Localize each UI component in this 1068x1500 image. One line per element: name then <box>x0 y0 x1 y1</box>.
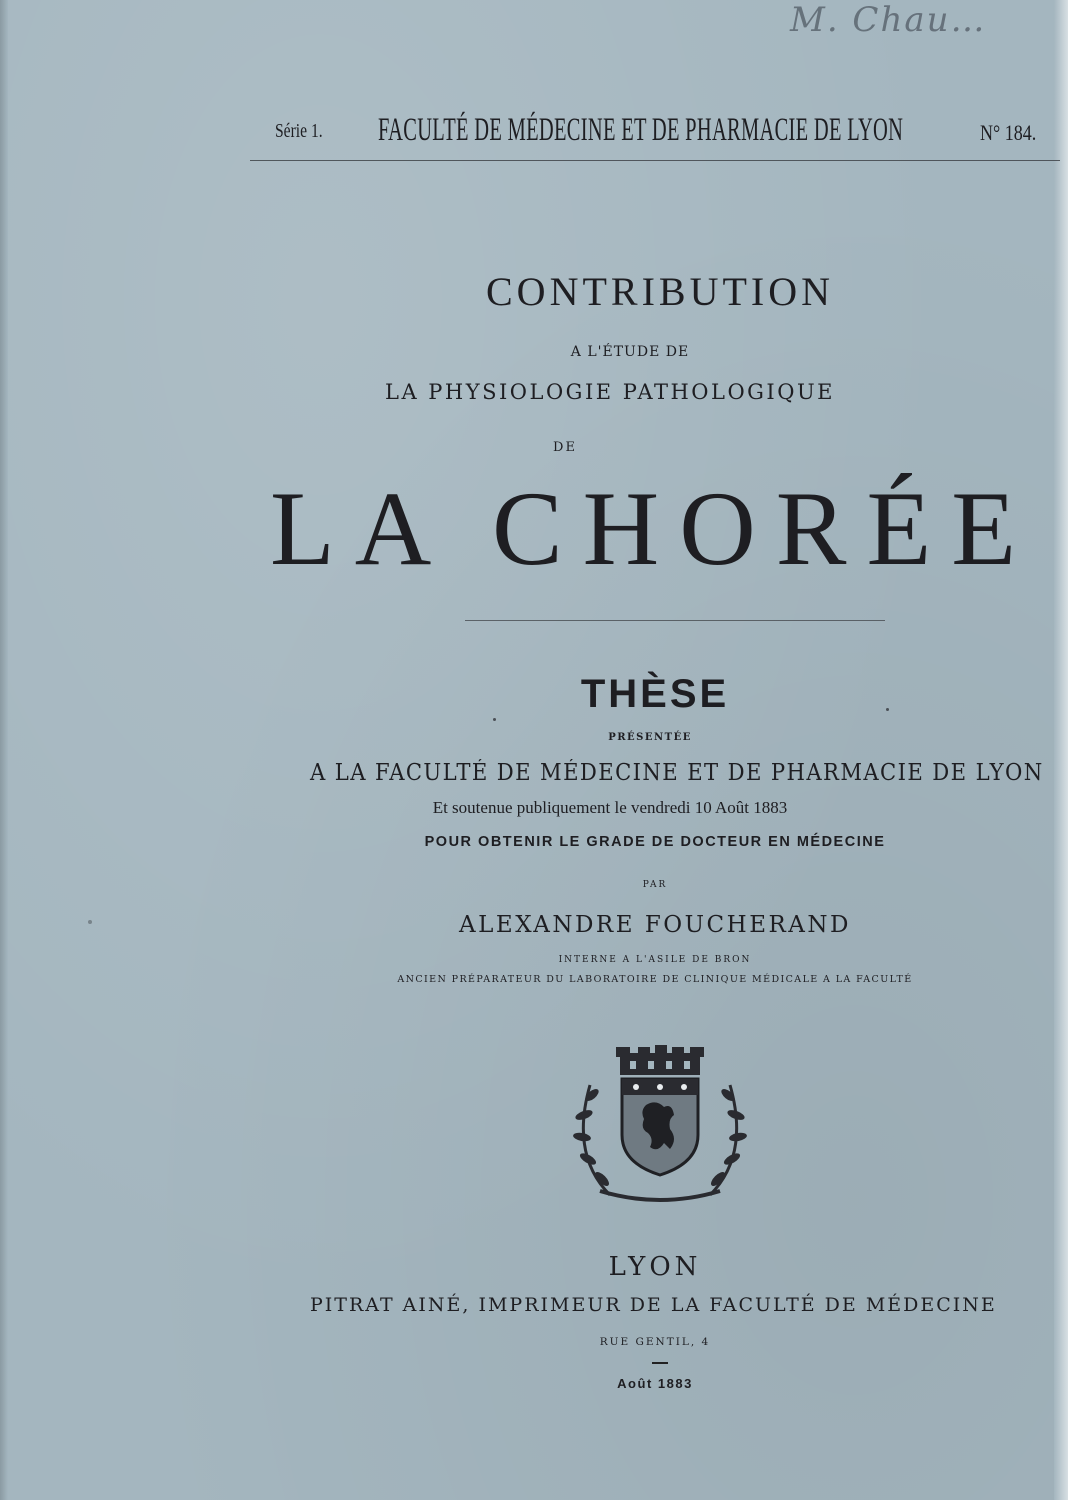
imprint-address: RUE GENTIL, 4 <box>599 1336 711 1348</box>
title-de: DE <box>553 440 577 455</box>
lyon-coat-of-arms-icon <box>560 1045 760 1205</box>
title-physiologie: LA PHYSIOLOGIE PATHOLOGIQUE <box>385 380 835 404</box>
par-label: PAR <box>642 880 668 890</box>
degree-line: POUR OBTENIR LE GRADE DE DOCTEUR EN MÉDECINE <box>424 834 886 850</box>
faculte-line: A LA FACULTÉ DE MÉDECINE ET DE PHARMACIE DE LYON <box>310 760 1044 786</box>
paper-speck <box>493 718 496 721</box>
these-label: THÈSE <box>580 672 730 716</box>
header-row <box>270 112 1050 156</box>
paper-speck <box>886 708 889 711</box>
header-divider <box>250 160 1060 161</box>
defense-date-line: Et soutenue publiquement le vendredi 10 Août 1883 <box>432 798 788 817</box>
faculte-header: FACULTÉ DE MÉDECINE ET DE PHARMACIE DE LYON <box>378 112 904 148</box>
paper-speck <box>88 920 92 924</box>
handwritten-signature: M. Chau… <box>790 0 987 40</box>
main-title: LA CHORÉE <box>270 470 1036 587</box>
title-contribution: CONTRIBUTION <box>486 269 834 314</box>
imprint-date: Août 1883 <box>617 1376 693 1391</box>
presentee-label: PRÉSENTÉE <box>608 732 692 743</box>
title-divider <box>465 620 885 621</box>
imprint-dash <box>652 1362 668 1364</box>
author-title-2: ANCIEN PRÉPARATEUR DU LABORATOIRE DE CLINIQUE MÉDICALE A LA FACULTÉ <box>397 974 913 985</box>
title-a-letude: A L'ÉTUDE DE <box>570 344 690 360</box>
page-left-edge <box>0 0 8 1500</box>
imprint-city: LYON <box>608 1252 702 1282</box>
author-name: ALEXANDRE FOUCHERAND <box>459 912 851 938</box>
serie-label: Série 1. <box>275 120 323 142</box>
imprint-printer: PITRAT AINÉ, IMPRIMEUR DE LA FACULTÉ DE MÉDECINE <box>310 1294 997 1316</box>
issue-number: N° 184. <box>980 120 1037 145</box>
author-title-1: INTERNE A L'ASILE DE BRON <box>558 955 752 965</box>
